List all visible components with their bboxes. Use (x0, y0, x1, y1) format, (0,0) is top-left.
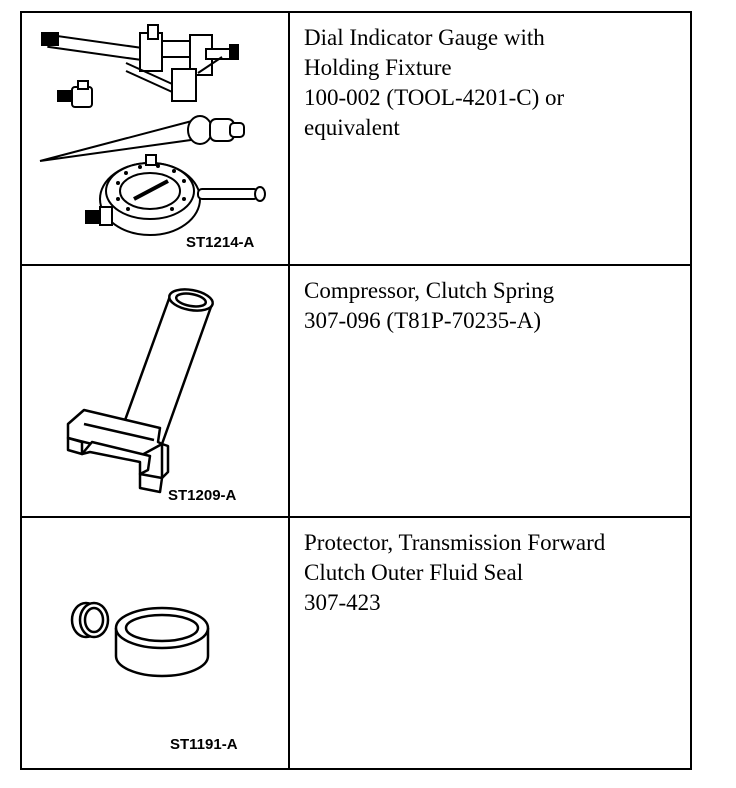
figure-id: ST1209-A (168, 487, 237, 504)
tool-number: 307-096 (T81P-70235-A) (304, 308, 541, 333)
tool-illustration-cell (22, 518, 290, 768)
tool-description (304, 276, 684, 336)
figure-id: ST1191-A (170, 736, 238, 753)
tool-illustration-cell (22, 13, 290, 264)
special-tools-table (20, 11, 692, 770)
tool-name-line: Holding Fixture (304, 55, 452, 80)
figure-id: ST1214-A (186, 234, 255, 251)
tool-name-line: Compressor, Clutch Spring (304, 278, 555, 303)
tool-note: equivalent (304, 115, 400, 140)
tool-name-line: Dial Indicator Gauge with (304, 25, 545, 50)
tool-name-line: Protector, Transmission Forward (304, 530, 606, 555)
tool-description (304, 528, 684, 618)
dial-indicator-gauge-icon (22, 13, 288, 264)
tool-row-seal-protector (22, 518, 690, 768)
clutch-spring-compressor-icon (22, 266, 288, 516)
seal-protector-icon (22, 518, 288, 766)
tool-illustration-cell (22, 266, 290, 516)
tool-row-clutch-spring-compressor (22, 266, 690, 518)
tool-row-dial-indicator (22, 13, 690, 266)
tool-number: 100-002 (TOOL-4201-C) or (304, 85, 565, 110)
tool-description (304, 23, 684, 143)
tool-number: 307-423 (304, 590, 381, 615)
tool-name-line: Clutch Outer Fluid Seal (304, 560, 524, 585)
